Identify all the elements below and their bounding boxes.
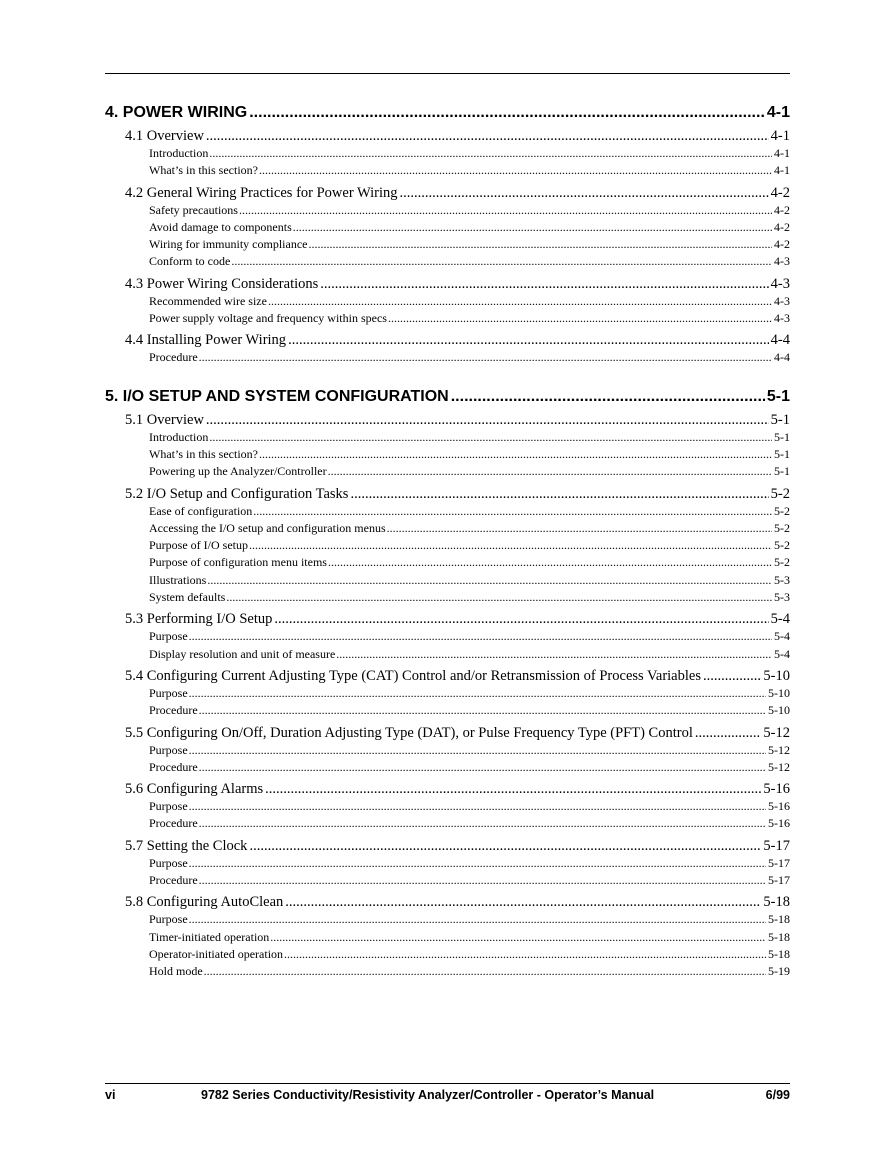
dot-leader	[207, 572, 772, 589]
toc-section-entry-page: 5-17	[763, 837, 790, 854]
dot-leader	[268, 293, 772, 310]
dot-leader	[288, 332, 769, 349]
toc-topic-entry-title: Procedure	[149, 703, 198, 718]
toc-topic-entry-page: 4-1	[774, 163, 790, 178]
table-of-contents	[105, 104, 790, 981]
toc-topic-entry-title: Powering up the Analyzer/Controller	[149, 464, 327, 479]
toc-topic-entry[interactable]	[105, 349, 790, 366]
toc-section-entry-title: 5.3 Performing I/O Setup	[125, 611, 273, 628]
toc-topic-entry-page: 5-2	[774, 520, 790, 535]
toc-section-entry[interactable]	[105, 276, 790, 293]
toc-topic-entry-page: 5-2	[774, 538, 790, 553]
toc-section-entry-title: 5.2 I/O Setup and Configuration Tasks	[125, 485, 349, 502]
dot-leader	[274, 611, 768, 628]
toc-topic-entry-page: 5-18	[768, 946, 790, 961]
toc-topic-entry-page: 5-16	[768, 816, 790, 831]
toc-topic-entry-page: 5-4	[774, 646, 790, 661]
toc-chapter-entry-page: 4-1	[766, 104, 790, 121]
toc-topic-entry-page: 5-1	[774, 464, 790, 479]
dot-leader	[206, 412, 769, 429]
toc-topic-entry[interactable]	[105, 929, 790, 946]
dot-leader	[226, 589, 772, 606]
toc-topic-entry-title: Purpose	[149, 855, 188, 870]
toc-topic-entry-page: 5-2	[774, 555, 790, 570]
toc-chapter-entry-title: 4. POWER WIRING	[105, 104, 248, 121]
toc-section-entry[interactable]	[105, 781, 790, 798]
footer-manual-title: 9782 Series Conductivity/Resistivity Analyzer/Controller - Operator’s Manual	[201, 1088, 655, 1102]
toc-section-entry[interactable]	[105, 611, 790, 628]
dot-leader	[199, 815, 766, 832]
toc-topic-entry-title: What’s in this section?	[149, 446, 258, 461]
toc-topic-entry[interactable]	[105, 503, 790, 520]
toc-topic-entry[interactable]	[105, 429, 790, 446]
dot-leader	[189, 855, 766, 872]
toc-section-entry-title: 4.1 Overview	[125, 128, 204, 144]
toc-topic-entry[interactable]	[105, 162, 790, 179]
toc-topic-entry-page: 4-3	[774, 293, 790, 308]
toc-topic-entry-page: 4-3	[774, 254, 790, 269]
toc-topic-entry-page: 4-2	[774, 237, 790, 252]
toc-topic-entry-title: Conform to code	[149, 254, 231, 269]
toc-topic-entry[interactable]	[105, 463, 790, 480]
toc-topic-entry-title: Avoid damage to components	[149, 219, 292, 234]
toc-topic-entry-page: 5-2	[774, 503, 790, 518]
toc-topic-entry-title: Procedure	[149, 873, 198, 888]
toc-topic-entry-title: Hold mode	[149, 964, 203, 979]
dot-leader	[328, 463, 772, 480]
toc-topic-entry-title: Purpose	[149, 799, 188, 814]
toc-section-entry-page: 4-1	[770, 128, 790, 144]
toc-topic-entry[interactable]	[105, 554, 790, 571]
dot-leader	[199, 349, 772, 366]
dot-leader	[265, 781, 761, 798]
toc-chapter-entry[interactable]	[105, 104, 790, 122]
toc-section-entry[interactable]	[105, 838, 790, 855]
dot-leader	[206, 128, 769, 145]
toc-topic-entry-title: Introduction	[149, 429, 209, 444]
toc-topic-entry-page: 4-4	[774, 350, 790, 365]
toc-section-entry-title: 4.4 Installing Power Wiring	[125, 332, 287, 349]
toc-topic-entry-title: Procedure	[149, 816, 198, 831]
dot-leader	[285, 894, 761, 911]
toc-section-entry-page: 4-3	[770, 275, 790, 292]
toc-topic-entry-title: Procedure	[149, 759, 198, 774]
toc-topic-entry-page: 5-10	[768, 685, 790, 700]
dot-leader	[350, 486, 768, 503]
toc-topic-entry-page: 5-3	[774, 572, 790, 587]
toc-topic-entry-page: 5-10	[768, 703, 790, 718]
toc-topic-entry-title: Purpose	[149, 685, 188, 700]
toc-topic-entry-title: Illustrations	[149, 572, 207, 587]
toc-chapter-entry-page: 5-1	[766, 387, 790, 405]
dot-leader	[239, 202, 772, 219]
dot-leader	[249, 838, 761, 855]
toc-topic-entry-page: 4-1	[774, 146, 790, 160]
toc-topic-entry[interactable]	[105, 236, 790, 253]
toc-topic-entry[interactable]	[105, 872, 790, 889]
toc-section-entry-title: 5.1 Overview	[125, 411, 204, 428]
toc-topic-entry[interactable]	[105, 759, 790, 776]
toc-topic-entry[interactable]	[105, 702, 790, 719]
toc-topic-entry-title: Introduction	[149, 146, 209, 160]
toc-section-entry-title: 5.6 Configuring Alarms	[125, 781, 264, 798]
dot-leader	[209, 429, 772, 446]
dot-leader	[400, 185, 769, 202]
dot-leader	[209, 145, 772, 162]
toc-topic-entry-page: 5-1	[774, 446, 790, 461]
toc-topic-entry-title: Display resolution and unit of measure	[149, 646, 336, 661]
dot-leader	[388, 310, 772, 327]
toc-topic-entry[interactable]	[105, 646, 790, 663]
toc-topic-entry[interactable]	[105, 572, 790, 589]
toc-topic-entry-title: What’s in this section?	[149, 163, 258, 178]
toc-section-entry-title: 5.5 Configuring On/Off, Duration Adjusting Type (DAT), or Pulse Frequency Type (PFT) Control	[125, 724, 693, 741]
toc-topic-entry[interactable]	[105, 293, 790, 310]
toc-section-entry[interactable]	[105, 725, 790, 742]
toc-topic-entry-page: 5-12	[768, 759, 790, 774]
toc-section-entry-page: 5-18	[763, 894, 790, 911]
toc-topic-entry[interactable]	[105, 219, 790, 236]
toc-topic-entry[interactable]	[105, 520, 790, 537]
dot-leader	[387, 520, 772, 537]
toc-topic-entry[interactable]	[105, 628, 790, 645]
toc-topic-entry[interactable]	[105, 446, 790, 463]
toc-topic-entry-title: Recommended wire size	[149, 293, 267, 308]
toc-topic-entry[interactable]	[105, 815, 790, 832]
toc-topic-entry[interactable]	[105, 537, 790, 554]
toc-section-entry-title: 4.3 Power Wiring Considerations	[125, 275, 319, 292]
toc-section-entry-page: 5-4	[770, 611, 790, 628]
toc-topic-entry-title: System defaults	[149, 590, 226, 605]
dot-leader	[336, 646, 772, 663]
toc-topic-entry-title: Power supply voltage and frequency within specs	[149, 311, 387, 326]
toc-topic-entry[interactable]	[105, 963, 790, 980]
toc-topic-entry-title: Purpose of configuration menu items	[149, 555, 327, 570]
dot-leader	[259, 162, 772, 179]
toc-topic-entry-page: 4-2	[774, 219, 790, 234]
toc-topic-entry-page: 5-17	[768, 873, 790, 888]
toc-topic-entry-page: 5-19	[768, 964, 790, 979]
dot-leader	[320, 276, 768, 293]
toc-topic-entry-page: 4-2	[774, 202, 790, 217]
dot-leader	[199, 759, 766, 776]
dot-leader	[695, 725, 762, 742]
toc-section-entry[interactable]	[105, 332, 790, 349]
dot-leader	[204, 963, 766, 980]
toc-topic-entry-title: Timer-initiated operation	[149, 929, 270, 944]
toc-topic-entry[interactable]	[105, 145, 790, 162]
toc-section-entry-page: 5-16	[763, 781, 790, 798]
footer-rule	[105, 1083, 790, 1084]
toc-section-entry-page: 5-10	[763, 667, 790, 684]
dot-leader	[189, 798, 766, 815]
toc-section-entry-title: 5.8 Configuring AutoClean	[125, 894, 284, 911]
toc-topic-entry-title: Wiring for immunity compliance	[149, 237, 308, 252]
footer-page-number: vi	[105, 1088, 116, 1102]
dot-leader	[308, 236, 772, 253]
toc-topic-entry-page: 5-3	[774, 590, 790, 605]
toc-section-entry-page: 5-2	[770, 485, 790, 502]
toc-topic-entry[interactable]	[105, 855, 790, 872]
dot-leader	[253, 503, 772, 520]
toc-topic-entry-title: Purpose of I/O setup	[149, 538, 248, 553]
toc-topic-entry-page: 5-4	[774, 629, 790, 644]
toc-topic-entry[interactable]	[105, 742, 790, 759]
dot-leader	[328, 554, 772, 571]
toc-topic-entry-page: 4-3	[774, 311, 790, 326]
toc-topic-entry-page: 5-17	[768, 855, 790, 870]
page-footer	[105, 1088, 790, 1104]
toc-topic-entry[interactable]	[105, 946, 790, 963]
toc-section-entry[interactable]	[105, 486, 790, 503]
toc-section-entry-title: 5.7 Setting the Clock	[125, 837, 248, 854]
toc-chapter-entry[interactable]	[105, 388, 790, 406]
toc-topic-entry-page: 5-16	[768, 799, 790, 814]
toc-section-entry-page: 4-4	[770, 332, 790, 349]
dot-leader	[293, 219, 772, 236]
dot-leader	[231, 253, 772, 270]
dot-leader	[199, 872, 766, 889]
dot-leader	[189, 911, 766, 928]
toc-topic-entry[interactable]	[105, 798, 790, 815]
toc-topic-entry[interactable]	[105, 202, 790, 219]
toc-section-entry-title: 5.4 Configuring Current Adjusting Type (CAT) Control and/or Retransmission of Process Variables	[125, 667, 701, 684]
header-rule	[105, 73, 790, 74]
toc-section-entry-title: 4.2 General Wiring Practices for Power Wiring	[125, 184, 398, 201]
toc-topic-entry[interactable]	[105, 253, 790, 270]
dot-leader	[451, 388, 765, 406]
toc-section-entry[interactable]	[105, 185, 790, 202]
dot-leader	[284, 946, 766, 963]
toc-section-entry[interactable]	[105, 668, 790, 685]
toc-topic-entry-title: Purpose	[149, 629, 188, 644]
dot-leader	[259, 446, 772, 463]
toc-topic-entry-title: Operator-initiated operation	[149, 946, 284, 961]
toc-topic-entry-page: 5-18	[768, 929, 790, 944]
dot-leader	[703, 668, 761, 685]
dot-leader	[270, 929, 766, 946]
dot-leader	[189, 685, 766, 702]
toc-section-entry[interactable]	[105, 412, 790, 429]
toc-topic-entry-page: 5-12	[768, 742, 790, 757]
toc-topic-entry[interactable]	[105, 911, 790, 928]
toc-topic-entry-page: 5-18	[768, 912, 790, 927]
toc-section-entry-page: 4-2	[770, 184, 790, 201]
dot-leader	[199, 702, 766, 719]
toc-section-entry-page: 5-12	[763, 724, 790, 741]
toc-chapter-entry-title: 5. I/O SETUP AND SYSTEM CONFIGURATION	[105, 387, 449, 405]
dot-leader	[249, 104, 765, 122]
toc-topic-entry-title: Procedure	[149, 350, 198, 365]
dot-leader	[189, 742, 766, 759]
toc-topic-entry-title: Safety precautions	[149, 202, 238, 217]
toc-topic-entry[interactable]	[105, 685, 790, 702]
toc-section-entry[interactable]	[105, 128, 790, 145]
toc-topic-entry-title: Purpose	[149, 912, 188, 927]
toc-topic-entry[interactable]	[105, 589, 790, 606]
toc-topic-entry-page: 5-1	[774, 429, 790, 444]
toc-topic-entry-title: Accessing the I/O setup and configuration menus	[149, 520, 386, 535]
footer-date: 6/99	[765, 1088, 790, 1102]
toc-topic-entry-title: Ease of configuration	[149, 503, 253, 518]
dot-leader	[249, 537, 772, 554]
toc-topic-entry-title: Purpose	[149, 742, 188, 757]
toc-topic-entry[interactable]	[105, 310, 790, 327]
dot-leader	[189, 628, 772, 645]
toc-section-entry[interactable]	[105, 894, 790, 911]
toc-section-entry-page: 5-1	[770, 411, 790, 428]
